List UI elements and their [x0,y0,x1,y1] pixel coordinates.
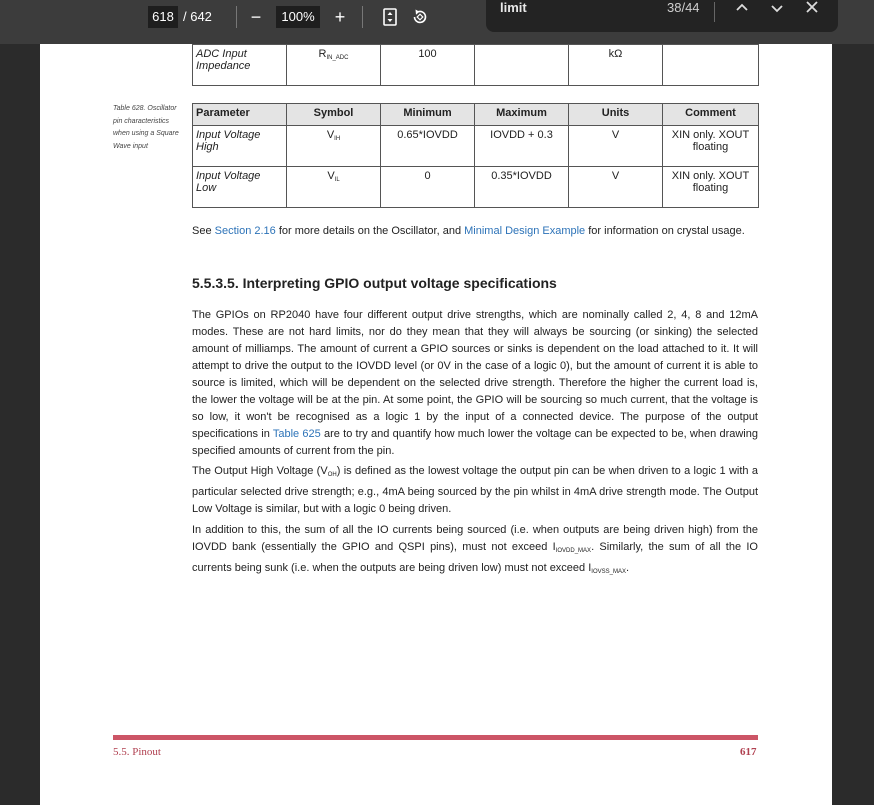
see-text: See [192,225,215,237]
chevron-up-icon [734,0,750,16]
symbol-cell [287,167,381,208]
paragraph-text: are to try and quantify how much lower the voltage can be expected to be, when drawing specified amounts of current from the pin. [192,428,758,457]
paragraph-output-high-voltage [192,463,758,518]
table-caption: Table 628. Oscillator pin characteristics when using a Square Wave input [113,105,179,150]
zoom-input[interactable]: 100% [276,6,320,28]
min-cell: 0 [381,167,475,208]
paragraph-text: ) is defined as the lowest voltage the output pin can be when driven to a logic 1 with a particular selected drive strength; e.g., 4mA being sourced by the pin whilst in 4mA drive strength mode. The Output Low Voltage is similar, but with a logic 0 being driven. [192,465,758,515]
close-icon [804,0,820,16]
paragraph-text: In addition to this, the sum of all the IO currents being sourced (i.e. when outputs are being driven high) from the IOVDD bank (essentially the GPIO and QSPI pins), must not exceed I [192,524,758,553]
toolbar-divider [362,6,363,28]
column-header: Parameter [193,104,287,126]
pdf-page [40,44,832,805]
param-cell: Input Voltage High [193,126,287,167]
column-header: Symbol [287,104,381,126]
column-header: Comment [663,104,759,126]
param-cell: ADC Input Impedance [193,45,287,86]
max-cell: 0.35*IOVDD [475,167,569,208]
symbol-main: V [326,129,335,141]
symbol-cell [287,126,381,167]
find-bar [486,0,838,32]
oscillator-table [192,103,759,208]
min-cell: 0.65*IOVDD [381,126,475,167]
table-header-row [193,104,759,126]
symbol-sub: IH [334,136,341,142]
table-row [193,45,759,86]
paragraph-text: The GPIOs on RP2040 have four different output drive strengths, which are nominally called 2, 4, 8 and 12mA modes. These are not hard limits, nor do they mean that they will always be sourcing (or sinking) the selected amount of milliamps. The amount of current a GPIO sources or sinks is dependent on the load attached to it. It will attempt to drive the output to the IOVDD level (or 0V in the case of a logic 0), but the amount of current it is able to source is limited, which will be dependent on the selected drive strength. Therefore the higher the current load is, the lower the voltage will be at the pin. At some point, the GPIO will be sourcing so much current, that the voltage is so low, it won't be recognised as a logic 1 by the input of a connected device. The purpose of the output specifications in [192,309,758,440]
fit-page-button[interactable] [380,6,400,28]
find-next-button[interactable] [769,0,785,16]
units-cell: V [569,126,663,167]
see-also-line [192,225,745,237]
subscript: OH [327,472,337,478]
paragraph-text: . [625,562,630,574]
section-2-16-link[interactable]: Section 2.16 [214,225,276,237]
footer-section-label: 5.5. Pinout [113,746,161,758]
footer-rule [113,735,758,740]
table-row [193,167,759,208]
symbol-cell [287,45,381,86]
symbol-sub: IN_ADC [326,55,349,61]
symbol-sub: IL [334,177,340,183]
adc-impedance-table [192,44,759,86]
symbol-main: V [327,170,335,182]
see-text: for information on crystal usage. [585,225,745,237]
max-cell: IOVDD + 0.3 [475,126,569,167]
find-close-button[interactable] [804,0,820,16]
see-text: for more details on the Oscillator, and [275,225,465,237]
section-heading: 5.5.3.5. Interpreting GPIO output voltage specifications [192,275,557,291]
comment-cell [663,45,759,86]
paragraph-text: The Output High Voltage (V [192,465,328,477]
minimal-design-example-link[interactable]: Minimal Design Example [464,225,586,237]
min-cell: 100 [381,45,475,86]
paragraph-io-currents [192,522,758,581]
subscript: IOVDD_MAX [555,548,592,554]
table-625-link[interactable]: Table 625 [272,428,321,440]
subscript: IOVSS_MAX [591,569,626,575]
table-row [193,126,759,167]
column-header: Minimum [381,104,475,126]
fit-page-icon [382,8,398,26]
find-divider [714,2,715,22]
units-cell: kΩ [569,45,663,86]
symbol-main: R [318,48,327,60]
max-cell [475,45,569,86]
toolbar-divider [236,6,237,28]
page-number-input[interactable]: 618 [148,6,178,28]
paragraph-text: . Similarly, the sum of all the IO currents being sunk (i.e. when the outputs are being driven low) must not exceed I [192,541,758,574]
zoom-in-button[interactable]: + [334,7,346,27]
find-prev-button[interactable] [734,0,750,16]
footer-page-number: 617 [740,746,757,758]
comment-cell: XIN only. XOUT floating [663,126,759,167]
page-total: / 642 [183,9,212,24]
find-match-count: 38/44 [667,0,700,15]
zoom-out-button[interactable]: − [250,7,262,27]
column-header: Units [569,104,663,126]
rotate-button[interactable] [410,6,430,28]
comment-cell: XIN only. XOUT floating [663,167,759,208]
paragraph-drive-strengths [192,307,758,460]
column-header: Maximum [475,104,569,126]
param-cell: Input Voltage Low [193,167,287,208]
find-input[interactable]: limit [500,0,527,15]
chevron-down-icon [769,0,785,16]
units-cell: V [569,167,663,208]
rotate-icon [411,8,429,26]
